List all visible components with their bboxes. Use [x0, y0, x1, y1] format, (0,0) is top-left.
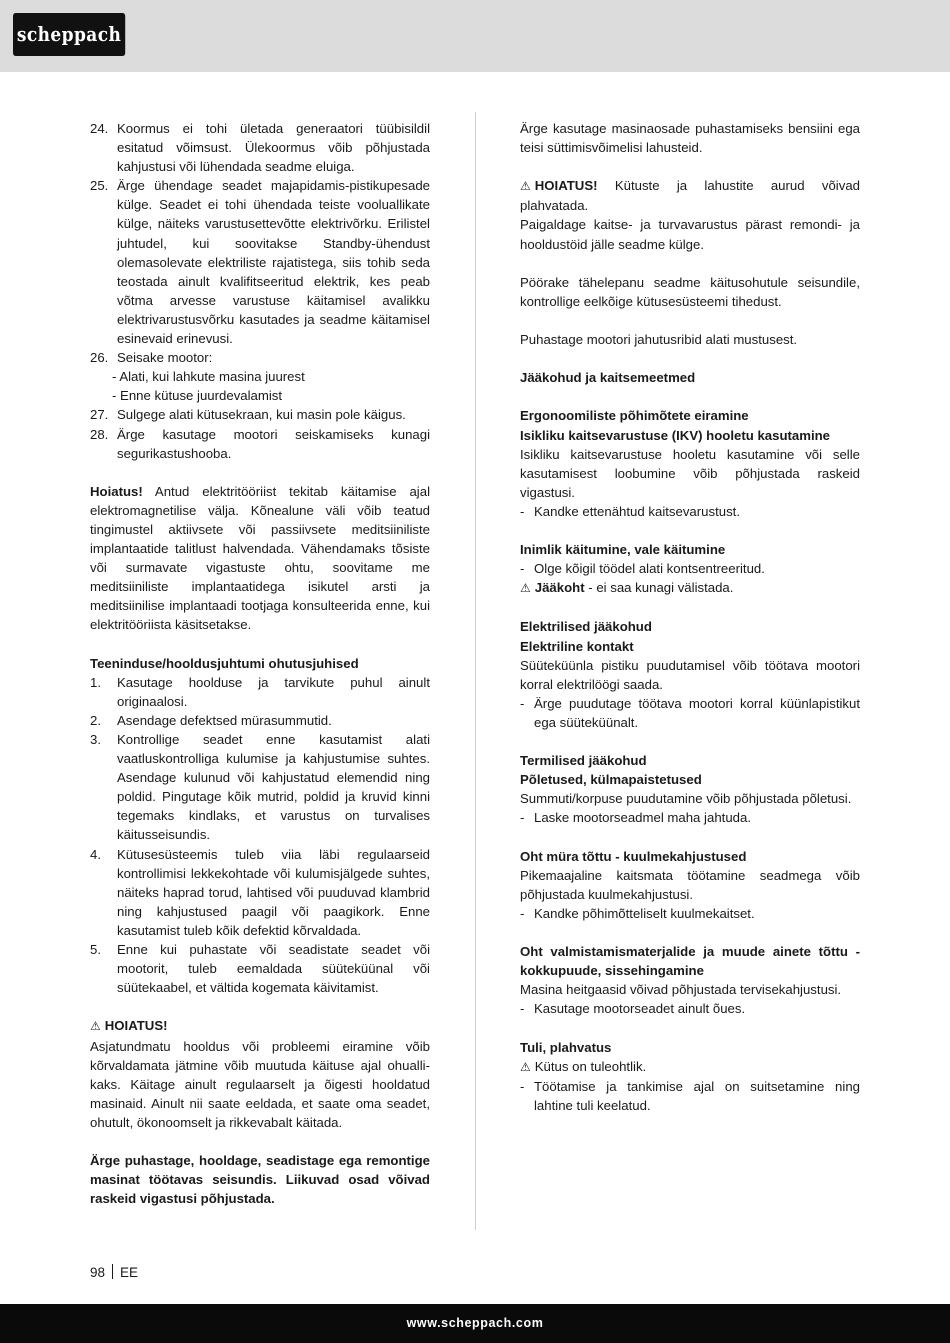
- website-link[interactable]: www.scheppach.com: [406, 1316, 544, 1330]
- list-item-24: 24. Koormus ei tohi ületada generaatori tüübisildil esitatud võimsust. Ülekoormus võib põhjustada kahjustusi või lühendada seadme eluiga.: [90, 121, 430, 175]
- final-warning: Ärge puhastage, hooldage, seadistage ega remontige masinat töötavas seisundis. Liikuvad osad võivad raskeid vigastusi põhjustada.: [90, 1153, 430, 1207]
- subheading: Oht müra tõttu - kuulmekahjustused: [520, 848, 747, 864]
- warning-triangle-icon: ⚠: [520, 581, 531, 596]
- subheading: Termilised jääkohud: [520, 753, 647, 769]
- section-heading: Jääkohud ja kaitsemeetmed: [520, 370, 696, 386]
- sub-item: - Alati, kui lahkute masina juurest: [112, 369, 305, 385]
- warning-triangle-icon: ⚠: [520, 179, 531, 194]
- brand-logo: scheppach: [13, 13, 125, 56]
- warning-triangle-icon: ⚠: [90, 1019, 101, 1034]
- list-item-27: 27. Sulgege alati kütusekraan, kui masin pole käigus.: [90, 407, 406, 423]
- subheading: Inimlik käitumine, vale käitumine: [520, 542, 726, 558]
- dash-item: - Olge kõigil töödel alati kontsentreeritud.: [520, 561, 765, 577]
- list-item-26: 26. Seisake mootor:: [90, 350, 213, 366]
- paragraph: Isikliku kaitsevarustuse hooletu kasutamine või selle kasutamisest loobumine võib põhjustada raskeid vigastusi.: [520, 446, 860, 500]
- language-code: EE: [120, 1265, 139, 1280]
- subheading: Elektrilised jääkohud: [520, 619, 652, 635]
- dash-item: - Ärge puudutage töötava mootori korral küünlapistikut ega süüteküünalt.: [520, 695, 860, 730]
- dash-item: - Kandke ettenähtud kaitsevarustust.: [520, 503, 741, 519]
- subheading: Tuli, plahvatus: [520, 1039, 612, 1055]
- service-item: 5. Enne kui puhastate või seadistate seadet või mootorit, tuleb eemaldada süüteküünal või süütekaabel, et vältida kogemata käivitamist.: [90, 942, 430, 996]
- vapour-warning: ⚠ HOIATUS! Kütuste ja lahustite aurud võivad plahvatada.: [520, 178, 860, 214]
- service-item: 4. Kütusesüsteemis tuleb viia läbi regulaarseid kontrollimisi lekkekohtade või kulumisjälgede suhtes, näiteks haprad torud, lahtised või puuduvad klambrid ning kahjustused paagil või paagikork. Enne kasutamist tuleb kõik defektid kõrvaldada.: [90, 846, 430, 938]
- paragraph: Summuti/korpuse puudutamine võib põhjustada põletusi.: [520, 791, 852, 807]
- left-column: [90, 119, 430, 1208]
- hoiatus-text: Asjatundmatu hooldus või probleemi eiramine võib kõrvaldamata jätmine võib muutuda käituse ajal ohualli-kaks. Käitage ainult regulaarselt ja õigesti hooldatud masinaid. Ainult nii saate eeldada, et saate oma seadet, ohutult, ökonoomselt ja rikkevabalt käitada.: [90, 1038, 430, 1130]
- warning-triangle-icon: ⚠: [520, 1059, 531, 1074]
- paragraph: Puhastage mootori jahutusribid alati mustusest.: [520, 332, 798, 348]
- list-item-28: 28. Ärge kasutage mootori seiskamiseks kunagi segurikastushoobа.: [90, 426, 430, 461]
- separator: [112, 1264, 113, 1279]
- service-item: 3. Kontrollige seadet enne kasutamist alati vaatluskontrolliga kulumise ja kahjustumise suhtes. Asendage kulunud või kahjustatud elemendid ning poldid. Pingutage kõik mutrid, poldid ja kruvid kinni tegemaks kindlaks, et varustus on turvalises käitusseisundis.: [90, 732, 430, 843]
- service-item: 2. Asendage defektsed mürasummutid.: [90, 712, 332, 728]
- sub-item: - Enne kütuse juurdevalamist: [112, 388, 283, 404]
- paragraph: Ärge kasutage masinaosade puhastamiseks bensiini ega teisi süttimisvõimelisi lahusteid.: [520, 121, 860, 156]
- dash-item: - Kasutage mootorseadet ainult õues.: [520, 1001, 746, 1017]
- paragraph: Pikemaajaline kaitsmata töötamine seadmega võib põhjustada kuulmekahjustusi.: [520, 867, 860, 902]
- subheading: Põletused, külmapaistetused: [520, 772, 702, 788]
- emf-warning: Hoiatus! Antud elektritööriist tekitab käitamise ajal elektromagnetilise välja. Kõnealune väli võib teatud tingimustel aktiivsete või passiivsete meditsiiniliste implantaatide talitlust halvendada. Vähendamaks tõsiste või surmavate vigastuste ohtu, soovitame me meditsiiniliste implantaatidega isikutel arsti ja meditsiinilise implantaadi tootjaga konsulteerida enne, kui elektritööriista käsitsetakse.: [90, 483, 430, 633]
- dash-item: - Laske mootorseadmel maha jahtuda.: [520, 810, 751, 826]
- subheading: Oht valmistamismaterjalide ja muude ainete tõttu - kokkupuude, sissehingamine: [520, 944, 860, 979]
- paragraph: Süüteküünla pistiku puudutamisel võib töötava mootori korral elektrilöögi saada.: [520, 657, 860, 692]
- hoiatus-heading: ⚠ HOIATUS!: [90, 1016, 430, 1036]
- dash-item: - Töötamise ja tankimise ajal on suitsetamine ning lahtine tuli keelatud.: [520, 1078, 860, 1113]
- dash-item: - Kandke põhimõtteliselt kuulmekaitset.: [520, 905, 755, 921]
- fire-warning: ⚠ Kütus on tuleohtlik.: [520, 1057, 860, 1077]
- footer-bar: [0, 1304, 950, 1343]
- subheading: Isikliku kaitsevarustuse (IKV) hooletu kasutamine: [520, 427, 831, 443]
- service-item: 1. Kasutage hoolduse ja tarvikute puhul ainult originaalosi.: [90, 674, 430, 709]
- service-heading: Teeninduse/hooldusjuhtumi ohutusjuhised: [90, 655, 359, 671]
- list-item-25: 25. Ärge ühendage seadet majapidamis-pistikupesade külge. Seadet ei tohi ühendada teiste vooluallikate külge, näiteks varustusettevõtte elektrivõrku. Erilistel juhtudel, kui soovitakse Standby-ühendust olemasolevate elektriliste rajatistega, siis tohib seda teostada ainult kvalifitseeritud elektrik, kes peab võtma arvesse varustuse käitamisel avalikku elektrivarustusvõrku kasutades ja seadme käitamisel esinevaid erinevusi.: [90, 178, 430, 347]
- right-column: [520, 119, 860, 1115]
- residual-risk-note: ⚠ Jääkoht - ei saa kunagi välistada.: [520, 578, 860, 598]
- page-header: [0, 0, 950, 72]
- paragraph: Masina heitgaasid võivad põhjustada tervisekahjustusi.: [520, 982, 842, 998]
- page-number: 98 EE: [90, 1265, 139, 1280]
- paragraph: Paigaldage kaitse- ja turvavarustus pärast remondi- ja hooldustöid jälle seadme külge.: [520, 217, 860, 252]
- subheading: Elektriline kontakt: [520, 638, 634, 654]
- paragraph: Pöörake tähelepanu seadme käitusohutule seisundile, kontrollige eelkõige kütusesüsteemi tihedust.: [520, 274, 860, 309]
- subheading: Ergonoomiliste põhimõtete eiramine: [520, 408, 749, 424]
- column-divider: [475, 112, 476, 1230]
